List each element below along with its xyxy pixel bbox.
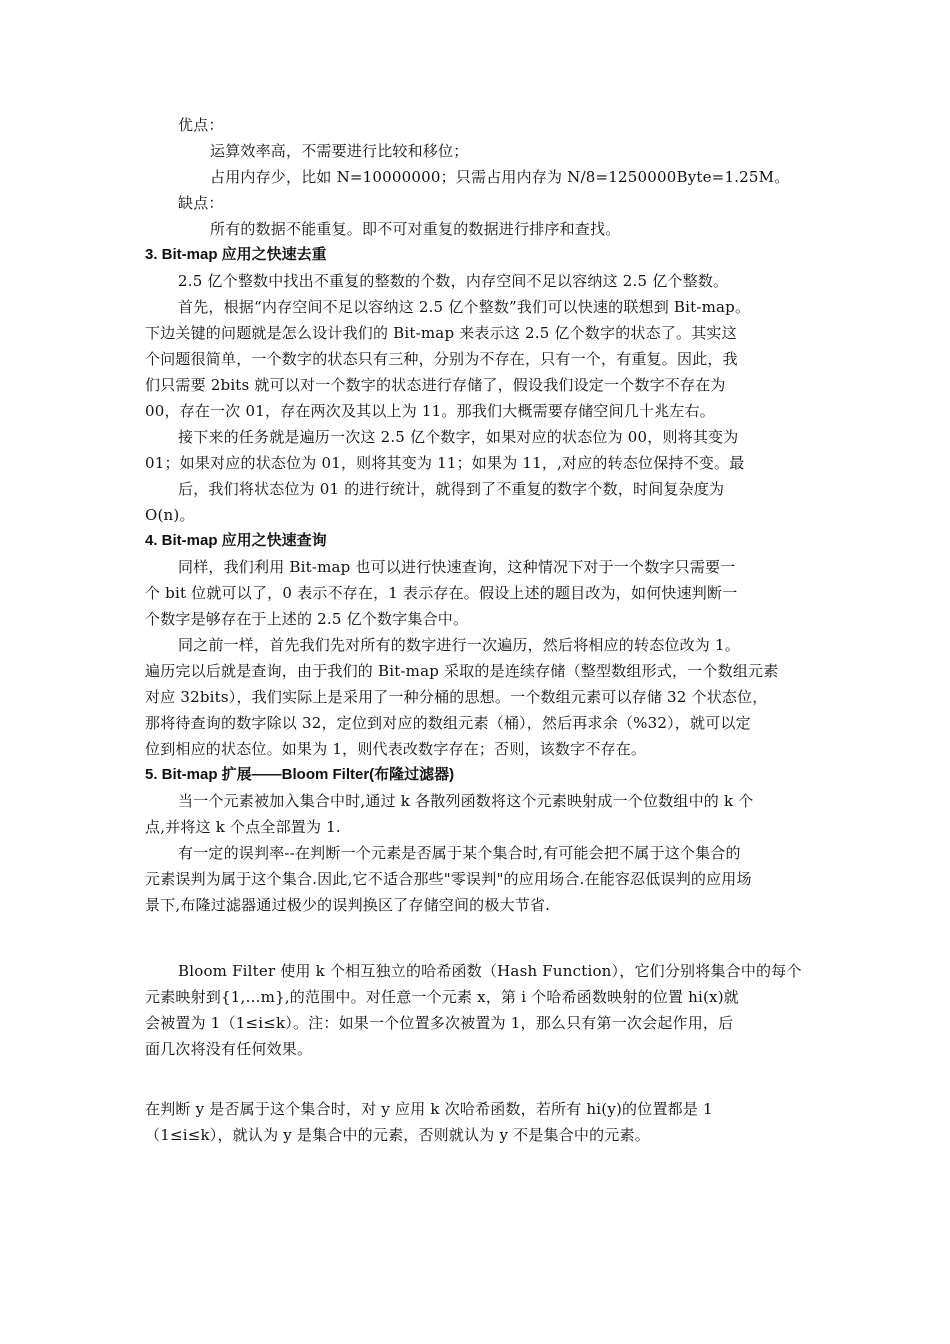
paragraph-line: 00，存在一次 01，存在两次及其以上为 11。那我们大概需要存储空间几十兆左右。 <box>145 402 716 420</box>
advantage-item: 占用内存少，比如 N=10000000；只需占用内存为 N/8=1250000Byte=1.25M。 <box>210 168 790 186</box>
disadvantage-item: 所有的数据不能重复。即不可对重复的数据进行排序和查找。 <box>210 220 621 238</box>
paragraph-line: 后，我们将状态位为 01 的进行统计，就得到了不重复的数字个数，时间复杂度为 <box>178 480 725 498</box>
paragraph-line: 个问题很简单，一个数字的状态只有三种，分别为不存在，只有一个，有重复。因此，我 <box>145 350 738 368</box>
paragraph-line: 遍历完以后就是查询，由于我们的 Bit-map 采取的是连续存储（整型数组形式，一个数组元素 <box>145 662 779 680</box>
paragraph-line: 在判断 y 是否属于这个集合时，对 y 应用 k 次哈希函数，若所有 hi(y)的位置都是 1 <box>145 1100 713 1118</box>
section-5-heading: 5. Bit-map 扩展——Bloom Filter(布隆过滤器) <box>145 766 455 783</box>
advantages-label: 优点： <box>178 116 224 134</box>
paragraph-line: 个 bit 位就可以了，0 表示不存在，1 表示存在。假设上述的题目改为，如何快速判断一 <box>145 584 738 602</box>
paragraph-line: 2.5 亿个整数中找出不重复的整数的个数，内存空间不足以容纳这 2.5 亿个整数。 <box>178 272 729 290</box>
paragraph-line: 01；如果对应的状态位为 01，则将其变为 11；如果为 11，,对应的转态位保持不变。最 <box>145 454 745 472</box>
disadvantages-label: 缺点： <box>178 194 224 212</box>
document-page <box>145 112 815 1148</box>
paragraph-line: 接下来的任务就是遍历一次这 2.5 亿个数字，如果对应的状态位为 00，则将其变为 <box>178 428 739 446</box>
paragraph-line: 首先，根据“内存空间不足以容纳这 2.5 亿个整数”我们可以快速的联想到 Bit-map。 <box>178 298 751 316</box>
paragraph-line: 点,并将这 k 个点全部置为 1. <box>145 818 341 836</box>
paragraph-line: 个数字是够存在于上述的 2.5 亿个数字集合中。 <box>145 610 469 628</box>
paragraph-line: （1≤i≤k），就认为 y 是集合中的元素，否则就认为 y 不是集合中的元素。 <box>145 1126 650 1144</box>
paragraph-line: 当一个元素被加入集合中时,通过 k 各散列函数将这个元素映射成一个位数组中的 k 个 <box>178 792 754 810</box>
paragraph-line: 会被置为 1（1≤i≤k）。注：如果一个位置多次被置为 1，那么只有第一次会起作用，后 <box>145 1014 734 1032</box>
section-4-heading: 4. Bit-map 应用之快速查询 <box>145 532 327 549</box>
paragraph-line: 们只需要 2bits 就可以对一个数字的状态进行存储了，假设我们设定一个数字不存在为 <box>145 376 726 394</box>
paragraph-line: 同样，我们利用 Bit-map 也可以进行快速查询，这种情况下对于一个数字只需要一 <box>178 558 736 576</box>
paragraph-line: 景下,布隆过滤器通过极少的误判换区了存储空间的极大节省. <box>145 896 551 914</box>
paragraph-line: 面几次将没有任何效果。 <box>145 1040 313 1058</box>
paragraph-line: 有一定的误判率--在判断一个元素是否属于某个集合时,有可能会把不属于这个集合的 <box>178 844 741 862</box>
paragraph-line: 位到相应的状态位。如果为 1，则代表改数字存在；否则，该数字不存在。 <box>145 740 647 758</box>
paragraph-line: 元素映射到{1,…m},的范围中。对任意一个元素 x，第 i 个哈希函数映射的位置 hi(x)就 <box>145 988 739 1006</box>
paragraph-line: Bloom Filter 使用 k 个相互独立的哈希函数（Hash Function），它们分别将集合中的每个 <box>178 962 802 980</box>
blank-space <box>145 918 815 958</box>
paragraph-line: 那将待查询的数字除以 32，定位到对应的数组元素（桶），然后再求余（%32），就可以定 <box>145 714 751 732</box>
paragraph-line: 同之前一样，首先我们先对所有的数字进行一次遍历，然后将相应的转态位改为 1。 <box>178 636 740 654</box>
paragraph-line: 对应 32bits），我们实际上是采用了一种分桶的思想。一个数组元素可以存储 32 个状态位， <box>145 688 768 706</box>
advantage-item: 运算效率高，不需要进行比较和移位； <box>210 142 469 160</box>
paragraph-line: 元素误判为属于这个集合.因此,它不适合那些"零误判"的应用场合.在能容忍低误判的应用场 <box>145 870 752 888</box>
paragraph-line: 下边关键的问题就是怎么设计我们的 Bit-map 来表示这 2.5 亿个数字的状态了。其实这 <box>145 324 737 342</box>
paragraph-line: O(n)。 <box>145 506 195 524</box>
blank-space <box>145 1062 815 1096</box>
section-3-heading: 3. Bit-map 应用之快速去重 <box>145 246 327 263</box>
